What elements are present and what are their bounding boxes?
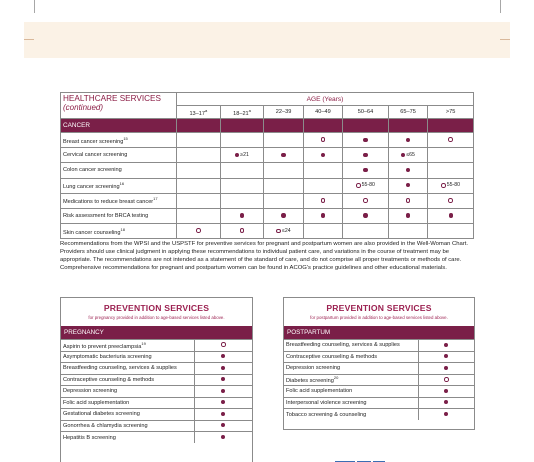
age-cell (428, 193, 474, 208)
filled-dot-icon (221, 354, 225, 358)
age-cell (220, 163, 264, 178)
open-circle-icon (321, 137, 326, 142)
table-row (61, 148, 474, 163)
list-item (61, 397, 252, 409)
filled-dot-icon (221, 435, 225, 439)
filled-dot-icon (240, 213, 244, 217)
cell-note: ≤65 (406, 152, 415, 159)
header-band (24, 22, 510, 58)
table-row (61, 178, 474, 193)
age-cell (428, 208, 474, 223)
cell-note: 55-80 (361, 182, 375, 189)
healthcare-services-table (60, 92, 474, 239)
filled-dot-icon (221, 366, 225, 370)
age-column: 18–21$^a$ (220, 106, 264, 119)
service-label: Medications to reduce breast cancer$^{17}$ (61, 193, 177, 208)
age-cell (177, 193, 221, 208)
filled-dot-icon (363, 213, 367, 217)
age-cell (303, 178, 342, 193)
age-cell (264, 224, 303, 239)
header-rule-left (24, 39, 34, 40)
filled-dot-icon (221, 389, 225, 393)
table-row (61, 193, 474, 208)
open-circle-icon (444, 377, 449, 382)
age-cell (177, 178, 221, 193)
filled-dot-icon (281, 213, 285, 217)
age-cell (388, 163, 427, 178)
table-row (61, 133, 474, 148)
age-cell (303, 148, 342, 163)
mark-cell (418, 363, 474, 375)
prevention-title: PREVENTION SERVICES (103, 303, 210, 313)
age-column: 50–64 (343, 106, 389, 119)
filled-dot-icon (449, 213, 453, 217)
mark-cell (418, 340, 474, 352)
filled-dot-icon (363, 138, 367, 142)
age-column: 22–39 (264, 106, 303, 119)
open-circle-icon (240, 228, 245, 233)
table-title-text: HEALTHCARE SERVICES (63, 94, 161, 103)
age-cell (388, 224, 427, 239)
crop-mark-right (500, 0, 501, 13)
age-cell (343, 163, 389, 178)
list-item (284, 397, 474, 409)
table-title (61, 93, 177, 119)
age-cell (264, 193, 303, 208)
service-label: Contraceptive counseling & methods (61, 374, 194, 386)
age-cell (177, 208, 221, 223)
open-circle-icon (448, 198, 453, 203)
filled-dot-icon (444, 343, 448, 347)
postpartum-table (284, 339, 474, 420)
list-item (61, 374, 252, 386)
filled-dot-icon (281, 153, 285, 157)
age-cell (264, 208, 303, 223)
age-cell (220, 133, 264, 148)
recommendations-paragraph: Recommendations from the WPSI and the USPSTF for preventive services for pregnant and postpartum women are also provided in the Well-Woman Chart. Providers should use clinical judgment in applying these recommendations to individual patient care, and variations in the course of treatment may be appropriate. The recommendations are not intended as a statement of the standard of care, and do not comprise all proper treatments or methods of care. Comprehensive recommendations for pregnant and postpartum women can be found in ACOG's practice guidelines and other educational materials. (60, 241, 469, 271)
service-label: Colon cancer screening (61, 163, 177, 178)
filled-dot-icon (321, 213, 325, 217)
prevention-header (61, 298, 252, 326)
service-label: Folic acid supplementation (61, 397, 194, 409)
filled-dot-icon (363, 153, 367, 157)
mark-cell (194, 374, 252, 386)
footer-logo-fragment (335, 455, 425, 462)
table-row (61, 163, 474, 178)
age-cell (428, 148, 474, 163)
service-label: Cervical cancer screening (61, 148, 177, 163)
service-label: Lung cancer screening$^{16}$ (61, 178, 177, 193)
list-item (61, 386, 252, 398)
age-cell (388, 148, 427, 163)
filled-dot-icon (235, 153, 239, 157)
filled-dot-icon (401, 153, 405, 157)
mark-cell (418, 374, 474, 386)
age-cell (264, 178, 303, 193)
age-cell (220, 208, 264, 223)
service-label: Depression screening (61, 386, 194, 398)
age-cell (264, 133, 303, 148)
open-circle-icon (321, 198, 326, 203)
mark-cell (194, 351, 252, 363)
age-column: 65–75 (388, 106, 427, 119)
mark-cell (194, 340, 252, 352)
filled-dot-icon (406, 168, 410, 172)
filled-dot-icon (444, 366, 448, 370)
list-item (61, 409, 252, 421)
age-cell (303, 208, 342, 223)
open-circle-icon (406, 198, 411, 203)
age-cell (264, 148, 303, 163)
mark-cell (194, 363, 252, 375)
list-item (61, 351, 252, 363)
list-item (61, 363, 252, 375)
service-label: Hepatitis B screening (61, 432, 194, 444)
age-cell (343, 178, 389, 193)
age-cell (343, 193, 389, 208)
mark-cell (418, 351, 474, 363)
pregnancy-table (61, 339, 252, 443)
age-cell (428, 163, 474, 178)
service-label: Aspirin to prevent preeclampsia$^{19}$ (61, 340, 194, 352)
service-label: Interpersonal violence screening (284, 397, 418, 409)
service-label: Diabetes screening$^{20}$ (284, 374, 418, 386)
list-item (284, 374, 474, 386)
postpartum-category: POSTPARTUM (284, 326, 474, 339)
service-label: Depression screening (284, 363, 418, 375)
prevention-services-pregnancy (60, 297, 253, 462)
service-label: Breastfeeding counseling, services & supplies (284, 340, 418, 352)
filled-dot-icon (444, 389, 448, 393)
mark-cell (194, 409, 252, 421)
age-cell (220, 148, 264, 163)
table-subtitle: (continued) (63, 102, 104, 112)
list-item (61, 432, 252, 444)
table-body (61, 119, 474, 239)
age-column: 40–49 (303, 106, 342, 119)
list-item (284, 386, 474, 398)
open-circle-icon (276, 229, 281, 234)
category-row (61, 119, 474, 133)
category-label: CANCER (61, 119, 177, 133)
service-label: Asymptomatic bacteriuria screening (61, 351, 194, 363)
age-cell (220, 224, 264, 239)
age-cell (303, 133, 342, 148)
prevention-header (284, 298, 474, 326)
service-label: Tobacco screening & counseling (284, 409, 418, 421)
age-column: 13–17$^a$ (177, 106, 221, 119)
filled-dot-icon (221, 377, 225, 381)
age-cell (177, 163, 221, 178)
open-circle-icon (221, 342, 226, 347)
service-label: Gestational diabetes screening (61, 409, 194, 421)
list-item (284, 340, 474, 352)
open-circle-icon (196, 228, 201, 233)
mark-cell (194, 386, 252, 398)
age-cell (388, 133, 427, 148)
age-cell (388, 193, 427, 208)
age-header: AGE (Years) (177, 93, 474, 106)
mark-cell (418, 397, 474, 409)
list-item (61, 420, 252, 432)
service-label: Risk assessment for BRCA testing (61, 208, 177, 223)
age-cell (388, 178, 427, 193)
cell-note: ≥21 (240, 152, 249, 159)
list-item (284, 363, 474, 375)
age-cell (343, 224, 389, 239)
filled-dot-icon (321, 153, 325, 157)
age-cell (303, 193, 342, 208)
age-cell (177, 133, 221, 148)
age-cell (264, 163, 303, 178)
filled-dot-icon (444, 354, 448, 358)
filled-dot-icon (363, 168, 367, 172)
age-cell (177, 224, 221, 239)
prevention-title: PREVENTION SERVICES (326, 303, 432, 313)
open-circle-icon (363, 198, 368, 203)
age-cell (303, 224, 342, 239)
age-cell (428, 133, 474, 148)
filled-dot-icon (444, 400, 448, 404)
age-cell (388, 208, 427, 223)
mark-cell (418, 409, 474, 421)
list-item (284, 409, 474, 421)
age-cell (343, 133, 389, 148)
mark-cell (418, 386, 474, 398)
age-cell (428, 178, 474, 193)
age-cell (177, 148, 221, 163)
cell-note: ≤24 (282, 227, 291, 234)
age-cell (343, 148, 389, 163)
prevention-subtitle: for postpartum provided in addition to age-based services listed above. (310, 315, 448, 320)
age-cell (303, 163, 342, 178)
table-row (61, 224, 474, 239)
open-circle-icon (448, 137, 453, 142)
service-label: Breast cancer screening$^{15}$ (61, 133, 177, 148)
prevention-services-postpartum (283, 297, 475, 430)
age-column: >75 (428, 106, 474, 119)
filled-dot-icon (221, 412, 225, 416)
filled-dot-icon (406, 138, 410, 142)
filled-dot-icon (406, 183, 410, 187)
crop-mark-left (34, 0, 35, 13)
mark-cell (194, 397, 252, 409)
open-circle-icon (356, 183, 361, 188)
page-top-margin (0, 0, 534, 80)
age-cell (220, 193, 264, 208)
service-label: Folic acid supplementation (284, 386, 418, 398)
filled-dot-icon (444, 412, 448, 416)
filled-dot-icon (221, 423, 225, 427)
age-cell (220, 178, 264, 193)
mark-cell (194, 420, 252, 432)
service-label: Contraceptive counseling & methods (284, 351, 418, 363)
age-cell (343, 208, 389, 223)
table-row (61, 208, 474, 223)
service-label: Skin cancer counseling$^{18}$ (61, 224, 177, 239)
pregnancy-category: PREGNANCY (61, 326, 252, 339)
header-rule-right (500, 39, 510, 40)
mark-cell (194, 432, 252, 444)
list-item (284, 351, 474, 363)
filled-dot-icon (221, 400, 225, 404)
prevention-subtitle: for pregnancy provided in addition to age-based services listed above. (88, 315, 225, 320)
list-item (61, 340, 252, 352)
service-label: Breastfeeding counseling, services & supplies (61, 363, 194, 375)
cell-note: 55-80 (446, 182, 461, 189)
open-circle-icon (441, 183, 446, 188)
filled-dot-icon (406, 213, 410, 217)
service-label: Gonorrhea & chlamydia screening (61, 420, 194, 432)
age-cell (428, 224, 474, 239)
